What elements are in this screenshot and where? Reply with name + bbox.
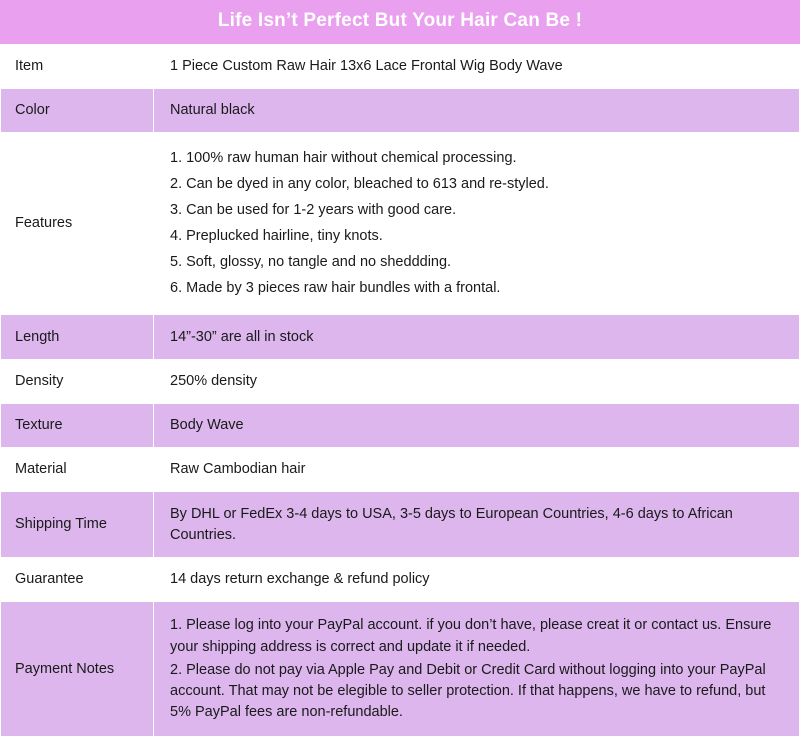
row-value-material: Raw Cambodian hair bbox=[154, 448, 800, 492]
list-item: 3. Can be used for 1-2 years with good care. bbox=[170, 202, 457, 219]
row-label-payment-notes: Payment Notes bbox=[1, 602, 154, 737]
table-row bbox=[1, 44, 800, 88]
list-item: 4. Preplucked hairline, tiny knots. bbox=[170, 228, 383, 245]
row-label-features: Features bbox=[1, 133, 154, 315]
table-row bbox=[1, 359, 800, 403]
row-value-density: 250% density bbox=[154, 359, 800, 403]
row-label-length: Length bbox=[1, 315, 154, 359]
spec-table bbox=[0, 44, 800, 737]
row-label-material: Material bbox=[1, 448, 154, 492]
row-label-shipping-time: Shipping Time bbox=[1, 492, 154, 557]
row-label-color: Color bbox=[1, 89, 154, 133]
list-item: 2. Can be dyed in any color, bleached to 613 and re-styled. bbox=[170, 176, 549, 193]
row-label-item: Item bbox=[1, 44, 154, 88]
row-value-guarantee: 14 days return exchange & refund policy bbox=[154, 557, 800, 601]
table-row bbox=[1, 602, 800, 737]
row-value-color: Natural black bbox=[154, 89, 800, 133]
row-value-length: 14”-30” are all in stock bbox=[154, 315, 800, 359]
payment-notes-list bbox=[170, 614, 785, 723]
list-item: 1. Please log into your PayPal account. if you don’t have, please creat it or contact us. Ensure your shipping address is correct and update it if needed. bbox=[170, 617, 772, 655]
table-row bbox=[1, 403, 800, 447]
row-value-features bbox=[154, 133, 800, 315]
row-value-shipping-time: By DHL or FedEx 3-4 days to USA, 3-5 days to European Countries, 4-6 days to African Countries. bbox=[154, 492, 800, 557]
features-list bbox=[170, 146, 785, 302]
row-label-guarantee: Guarantee bbox=[1, 557, 154, 601]
list-item: 2. Please do not pay via Apple Pay and Debit or Credit Card without logging into your PayPal account. That may not be elegible to seller protection. If that happens, we have to refund, but 5% PayPal fees are non-refundable. bbox=[170, 661, 766, 720]
row-value-texture: Body Wave bbox=[154, 403, 800, 447]
table-row bbox=[1, 89, 800, 133]
table-row bbox=[1, 133, 800, 315]
row-value-item: 1 Piece Custom Raw Hair 13x6 Lace Frontal Wig Body Wave bbox=[154, 44, 800, 88]
table-row bbox=[1, 557, 800, 601]
list-item: 6. Made by 3 pieces raw hair bundles with a frontal. bbox=[170, 280, 501, 297]
table-row bbox=[1, 448, 800, 492]
row-value-payment-notes bbox=[154, 602, 800, 737]
row-label-texture: Texture bbox=[1, 403, 154, 447]
list-item: 5. Soft, glossy, no tangle and no sheddding. bbox=[170, 254, 452, 271]
table-row bbox=[1, 492, 800, 557]
banner-title: Life Isn’t Perfect But Your Hair Can Be ! bbox=[0, 0, 800, 44]
table-row bbox=[1, 315, 800, 359]
list-item: 1. 100% raw human hair without chemical processing. bbox=[170, 150, 517, 167]
row-label-density: Density bbox=[1, 359, 154, 403]
